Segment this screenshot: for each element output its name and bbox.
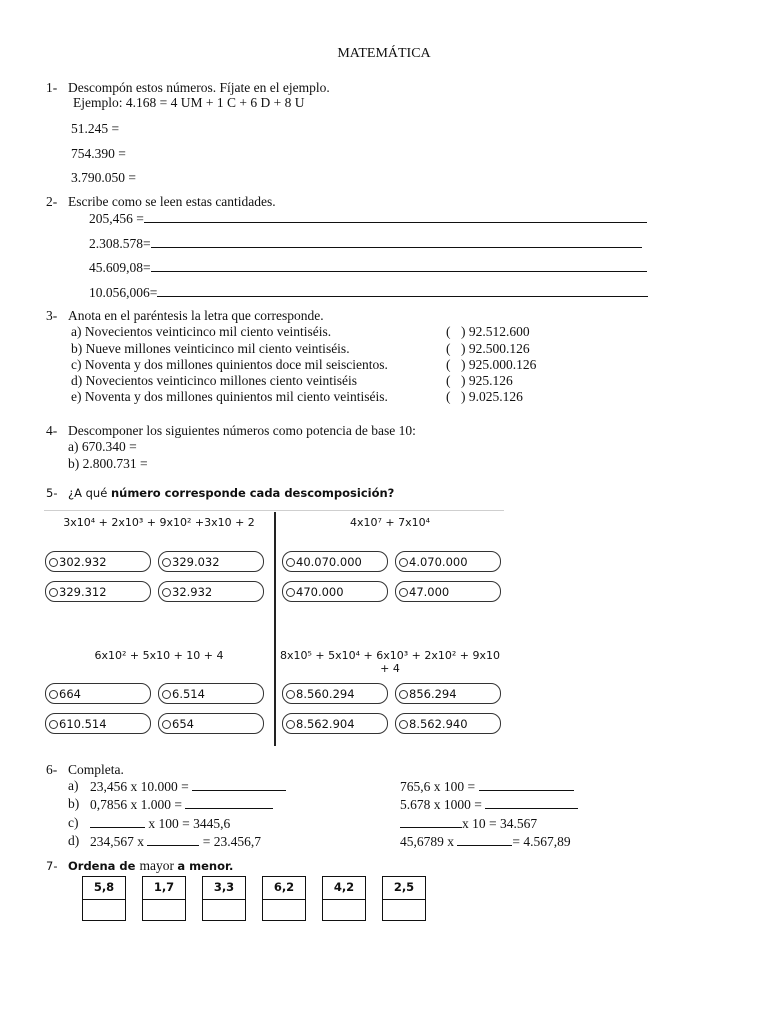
option-label: 47.000 (409, 585, 450, 599)
exercise-text: 234,567 x (90, 834, 144, 849)
section-heading: Anota en el paréntesis la letra que corresponde. (68, 308, 324, 323)
reading-item (89, 210, 647, 227)
order-box[interactable] (142, 876, 186, 921)
radio-circle-icon[interactable] (399, 720, 408, 729)
exercise-item (90, 778, 286, 795)
option-label: 329.032 (172, 555, 220, 569)
answer-line[interactable] (485, 796, 578, 809)
reading-value: 2.308.578= (89, 236, 151, 251)
answer-value: ) 92.500.126 (461, 341, 530, 356)
option-pill[interactable] (45, 551, 151, 572)
exercise-item (90, 796, 273, 813)
option-pill[interactable] (395, 551, 501, 572)
reading-value: 205,456 = (89, 211, 144, 226)
radio-circle-icon[interactable] (49, 720, 58, 729)
exercise-item (400, 815, 537, 832)
answer-line[interactable] (151, 259, 647, 272)
exercise-text: = 4.567,89 (512, 834, 571, 849)
exercise-label: d) (68, 833, 80, 848)
example-text: Ejemplo: 4.168 = 4 UM + 1 C + 6 D + 8 U (73, 95, 305, 110)
radio-circle-icon[interactable] (162, 558, 171, 567)
option-pill[interactable] (158, 713, 264, 734)
heading-part: ¿A qué (68, 486, 111, 500)
radio-circle-icon[interactable] (399, 690, 408, 699)
exercise-item (400, 778, 574, 795)
order-value: 6,2 (263, 877, 305, 900)
option-pill[interactable] (45, 713, 151, 734)
answer-slot[interactable]: ( ) 92.512.600 (446, 324, 530, 339)
radio-circle-icon[interactable] (162, 588, 171, 597)
section-number: 2- (46, 194, 58, 209)
section-number: 7- (46, 859, 58, 873)
expression: 6x10² + 5x10 + 10 + 4 (94, 649, 224, 662)
option-label: 32.932 (172, 585, 213, 599)
answer-slot[interactable]: ( ) 92.500.126 (446, 341, 530, 356)
exercise-label: b) (68, 796, 80, 811)
order-value: 4,2 (323, 877, 365, 900)
exercise-text: 45,6789 x (400, 834, 454, 849)
exercise-item (90, 833, 261, 850)
heading-part-bold: número corresponde cada descomposición? (110, 486, 395, 500)
order-value: 2,5 (383, 877, 425, 900)
heading-part: mayor (139, 858, 178, 873)
answer-line[interactable] (192, 778, 286, 791)
figure-top-rule (44, 510, 504, 511)
section-number: 1- (46, 80, 58, 95)
exercise-text: = 23.456,7 (202, 834, 261, 849)
radio-circle-icon[interactable] (162, 690, 171, 699)
radio-circle-icon[interactable] (286, 720, 295, 729)
expression: 3x10⁴ + 2x10³ + 9x10² +3x10 + 2 (63, 516, 255, 529)
exercise-text: x 100 = 3445,6 (148, 816, 231, 831)
order-value: 5,8 (83, 877, 125, 900)
reading-item (89, 259, 647, 276)
match-item: a) Novecientos veinticinco mil ciento veintiséis. (71, 324, 332, 339)
option-label: 302.932 (59, 555, 107, 569)
exercise-item: a) 670.340 = (68, 439, 137, 454)
radio-circle-icon[interactable] (286, 690, 295, 699)
exercise-item: 754.390 = (71, 146, 126, 161)
order-box[interactable] (262, 876, 306, 921)
option-label: 856.294 (409, 687, 457, 701)
exercise-text: 765,6 x 100 = (400, 779, 476, 794)
answer-value: ) 925.000.126 (461, 357, 537, 372)
exercise-item (400, 833, 571, 850)
heading-part-bold: a menor. (177, 859, 234, 873)
option-pill[interactable] (158, 683, 264, 704)
radio-circle-icon[interactable] (49, 588, 58, 597)
answer-slot[interactable]: ( ) 925.126 (446, 373, 513, 388)
answer-value: ) 9.025.126 (461, 389, 523, 404)
option-label: 8.562.940 (409, 717, 468, 731)
order-value: 1,7 (143, 877, 185, 900)
option-pill[interactable] (395, 581, 501, 602)
order-box[interactable] (82, 876, 126, 921)
radio-circle-icon[interactable] (49, 690, 58, 699)
order-box[interactable] (322, 876, 366, 921)
option-pill[interactable] (158, 581, 264, 602)
page-title: MATEMÁTICA (337, 46, 431, 61)
section-heading: Descompón estos números. Fíjate en el ejemplo. (68, 80, 330, 95)
option-label: 8.562.904 (296, 717, 355, 731)
option-label: 40.070.000 (296, 555, 362, 569)
exercise-item: 3.790.050 = (71, 170, 136, 185)
order-box[interactable] (382, 876, 426, 921)
section-number: 4- (46, 423, 58, 438)
radio-circle-icon[interactable] (286, 588, 295, 597)
answer-line[interactable] (457, 833, 512, 846)
section-heading (68, 486, 394, 500)
section-heading: Descomponer los siguientes números como potencia de base 10: (68, 423, 416, 438)
radio-circle-icon[interactable] (399, 588, 408, 597)
section-number: 5- (46, 486, 58, 500)
reading-value: 10.056,006= (89, 285, 158, 300)
exercise-item (90, 815, 230, 832)
order-value: 3,3 (203, 877, 245, 900)
match-item: e) Noventa y dos millones quinientos mil ciento veintiséis. (71, 389, 388, 404)
answer-line[interactable] (157, 284, 648, 297)
answer-line[interactable] (479, 778, 574, 791)
section-number: 6- (46, 762, 58, 777)
option-pill[interactable] (45, 683, 151, 704)
answer-line[interactable] (147, 833, 199, 846)
option-label: 654 (172, 717, 194, 731)
section-number: 3- (46, 308, 58, 323)
reading-item (89, 235, 642, 252)
answer-line[interactable] (185, 796, 273, 809)
match-item: d) Novecientos veinticinco millones ciento veintiséis (71, 373, 358, 388)
reading-value: 45.609,08= (89, 260, 151, 275)
exercise-text: x 10 = 34.567 (462, 816, 538, 831)
radio-circle-icon[interactable] (286, 558, 295, 567)
option-pill[interactable] (282, 683, 388, 704)
answer-line[interactable] (151, 235, 642, 248)
radio-circle-icon[interactable] (399, 558, 408, 567)
heading-part-bold: Ordena de (68, 859, 140, 873)
match-item: b) Nueve millones veinticinco mil ciento veintiséis. (71, 341, 350, 356)
answer-line[interactable] (400, 815, 462, 828)
expression: 8x10⁵ + 5x10⁴ + 6x10³ + 2x10² + 9x10 + 4 (279, 649, 500, 675)
answer-slot[interactable]: ( ) 9.025.126 (446, 389, 523, 404)
option-label: 329.312 (59, 585, 107, 599)
option-pill[interactable] (282, 581, 388, 602)
option-pill[interactable] (282, 713, 388, 734)
reading-item (89, 284, 648, 301)
answer-line[interactable] (90, 815, 145, 828)
option-pill[interactable] (45, 581, 151, 602)
option-pill[interactable] (282, 551, 388, 572)
option-label: 470.000 (296, 585, 344, 599)
radio-circle-icon[interactable] (49, 558, 58, 567)
answer-slot[interactable]: ( ) 925.000.126 (446, 357, 537, 372)
exercise-item (400, 796, 578, 813)
figure-divider (274, 512, 276, 746)
answer-value: ) 925.126 (461, 373, 513, 388)
option-label: 610.514 (59, 717, 107, 731)
expression: 4x10⁷ + 7x10⁴ (349, 516, 431, 529)
match-item: c) Noventa y dos millones quinientos doce mil seiscientos. (71, 357, 388, 372)
option-label: 6.514 (172, 687, 205, 701)
option-label: 4.070.000 (409, 555, 468, 569)
answer-line[interactable] (144, 210, 647, 223)
order-box[interactable] (202, 876, 246, 921)
exercise-text: 5.678 x 1000 = (400, 797, 482, 812)
exercise-item: 51.245 = (71, 121, 120, 136)
exercise-label: c) (68, 815, 79, 830)
option-pill[interactable] (395, 713, 501, 734)
radio-circle-icon[interactable] (162, 720, 171, 729)
exercise-text: 0,7856 x 1.000 = (90, 797, 182, 812)
section-heading: Escribe como se leen estas cantidades. (68, 194, 276, 209)
section-heading (68, 858, 233, 874)
option-pill[interactable] (395, 683, 501, 704)
exercise-label: a) (68, 778, 79, 793)
option-pill[interactable] (158, 551, 264, 572)
answer-value: ) 92.512.600 (461, 324, 530, 339)
option-label: 8.560.294 (296, 687, 355, 701)
option-label: 664 (59, 687, 81, 701)
exercise-item: b) 2.800.731 = (68, 456, 148, 471)
exercise-text: 23,456 x 10.000 = (90, 779, 189, 794)
section-heading: Completa. (68, 762, 124, 777)
